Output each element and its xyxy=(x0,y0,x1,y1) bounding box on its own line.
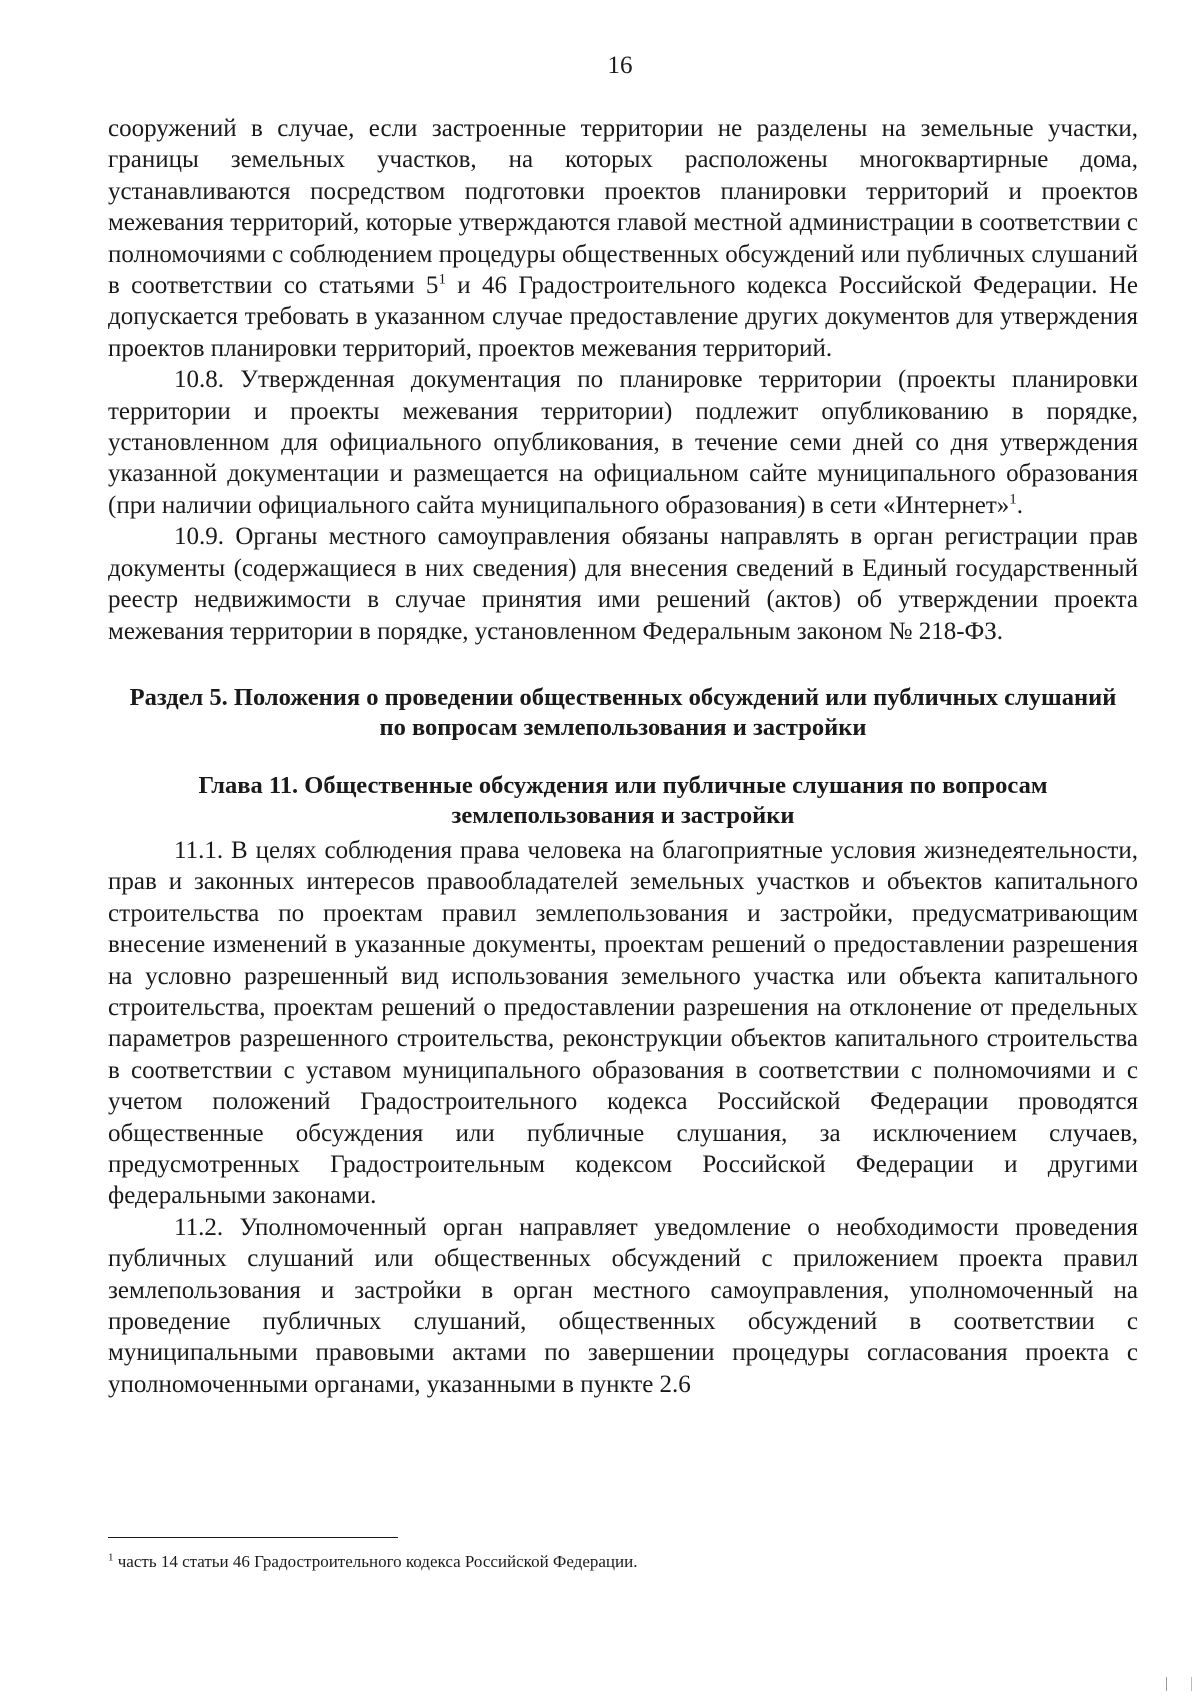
paragraph-text: 10.8. Утвержденная документация по планировке территории (проекты планировки территории и проекты межевания территории) подлежит опубликованию в порядке, установленном для официального опубликования, в течение семи дней со дня утверждения указанной документации и размещается на официальном сайте муниципального образования (при наличии официального сайта муниципального образования) в сети «Интернет» xyxy=(108,366,1138,519)
paragraph-10-9: 10.9. Органы местного самоуправления обязаны направлять в орган регистрации прав документы (содержащиеся в них сведения) для внесения сведений в Единый государственный реестр недвижимости в случае принятия ими решений (актов) об утверждении проекта межевания территории в порядке, установленном Федеральным законом № 218-ФЗ. xyxy=(108,523,1138,645)
footnote-ref: 1 xyxy=(438,271,446,288)
footnote-marker: 1 xyxy=(108,1551,114,1564)
footnote-ref: 1 xyxy=(1009,491,1017,508)
page-number: 16 xyxy=(607,52,633,79)
footnote-divider xyxy=(108,1537,398,1538)
paragraph-text: сооружений в случае, если застроенные территории не разделены на земельные участки, границы земельных участков, на которых расположены многоквартирные дома, устанавливаются посредством подготовки проектов планировки территорий и проектов межевания территорий, которые утверждаются главой местной администрации в соответствии с полномочиями с соблюдением процедуры общественных обсуждений или публичных слушаний в соответствии со статьями 5 xyxy=(108,115,1138,300)
section-heading: Раздел 5. Положения о проведении общественных обсуждений или публичных слушаний по вопросам землепользования и застройки xyxy=(129,683,1117,741)
footnote xyxy=(108,1551,1108,1573)
paragraph-text: и 46 Градостроительного кодекса Российской Федерации. Не допускается требовать в указанном случае предоставление других документов для утверждения проектов планировки территорий, проектов межевания территорий. xyxy=(108,272,1138,362)
paragraph-text: . xyxy=(1016,491,1024,519)
paragraph-11-2: 11.2. Уполномоченный орган направляет уведомление о необходимости проведения публичных слушаний или общественных обсуждений с приложением проекта правил землепользования и застройки в орган местного самоуправления, уполномоченный на проведение публичных слушаний, общественных обсуждений в соответствии с муниципальными правовыми актами по завершении процедуры согласования проекта с уполномоченными органами, указанными в пункте 2.6 xyxy=(108,1213,1138,1398)
paragraph-11-1: 11.1. В целях соблюдения права человека на благоприятные условия жизнедеятельности, прав и законных интересов правообладателей земельных участков и объектов капитального строительства по проектам правил землепользования и застройки, предусматривающим внесение изменений в указанные документы, проектам решений о предоставлении разрешения на условно разрешенный вид использования земельного участка или объекта капитального строительства, проектам решений о предоставлении разрешения на отклонение от предельных параметров разрешенного строительства, реконструкции объектов капитального строительства в соответствии с уставом муниципального образования в соответствии с полномочиями и с учетом положений Градостроительного кодекса Российской Федерации проводятся общественные обсуждения или публичные слушания, за исключением случаев, предусмотренных Градостроительным кодексом Российской Федерации и другими федеральными законами. xyxy=(108,836,1138,1210)
footnote-text: часть 14 статьи 46 Градостроительного кодекса Российской Федерации. xyxy=(113,1552,638,1571)
paragraph-continuation xyxy=(108,113,1138,364)
paragraph-10-8 xyxy=(108,364,1138,521)
chapter-heading: Глава 11. Общественные обсуждения или публичные слушания по вопросам землепользования и застройки xyxy=(198,771,1048,829)
scan-edge-mark xyxy=(1166,1677,1192,1691)
document-body xyxy=(108,113,1138,1400)
